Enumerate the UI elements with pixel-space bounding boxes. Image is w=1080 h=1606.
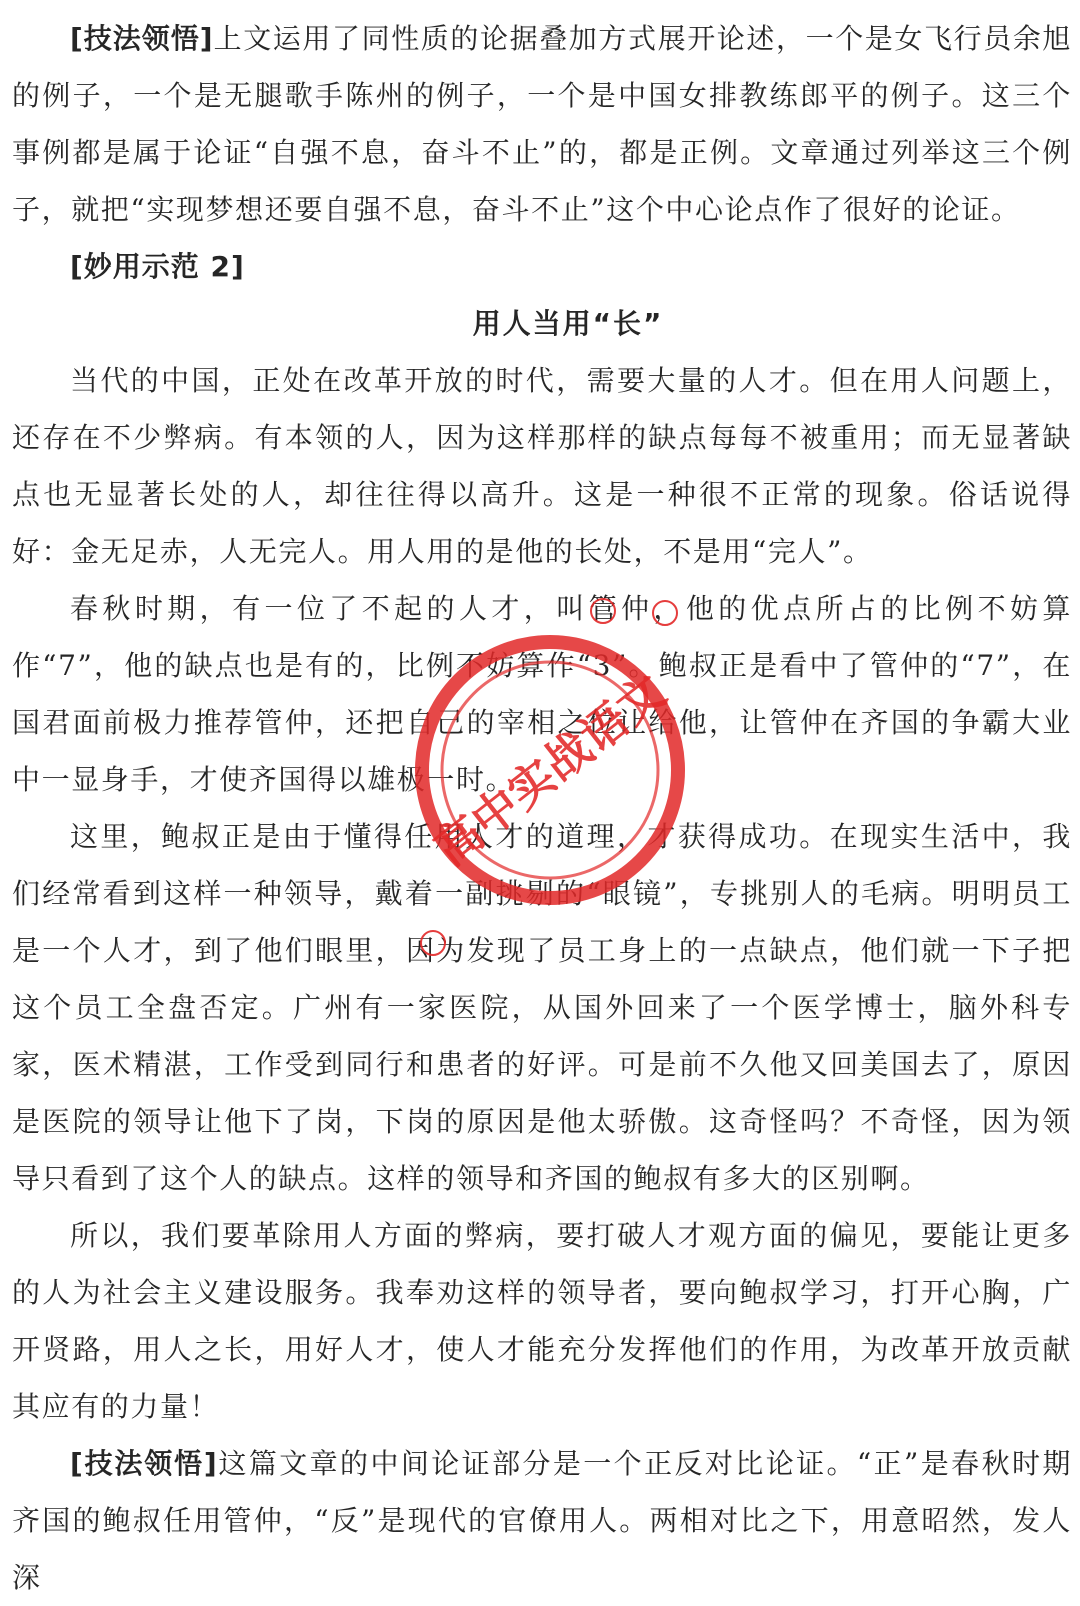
stamp-text: 高中实战语文	[424, 663, 676, 877]
document-page	[12, 10, 1072, 1606]
essay-paragraph-2: 春秋时期，有一位了不起的人才，叫管仲，他的优点所占的比例不妨算作“7”，他的缺点也是有的，比例不妨算作“3”。鲍叔正是看中了管仲的“7”，在国君面前极力推荐管仲，还把自己的宰相之位让给他，让管仲在齐国的争霸大业中一显身手，才使齐国得以雄极一时。	[12, 592, 1072, 796]
technique-insight-label: [技法领悟]	[70, 22, 214, 55]
essay-title: 用人当用“长”	[472, 307, 664, 340]
essay-paragraph-4: 所以，我们要革除用人方面的弊病，要打破人才观方面的偏见，要能让更多的人为社会主义建设服务。我奉劝这样的领导者，要向鲍叔学习，打开心胸，广开贤路，用人之长，用好人才，使人才能充分发挥他们的作用，为改革开放贡献其应有的力量！	[12, 1219, 1072, 1423]
technique-insight-text: 上文运用了同性质的论据叠加方式展开论述，一个是女飞行员余旭的例子，一个是无腿歌手陈州的例子，一个是中国女排教练郎平的例子。这三个事例都是属于论证“自强不息，奋斗不止”的，都是正例。文章通过列举这三个例子，就把“实现梦想还要自强不息，奋斗不止”这个中心论点作了很好的论证。	[12, 22, 1073, 226]
technique-insight-label: [技法领悟]	[70, 1447, 218, 1480]
essay-paragraph-3: 这里，鲍叔正是由于懂得任用人才的道理，才获得成功。在现实生活中，我们经常看到这样一种领导，戴着一副挑剔的“眼镜”，专挑别人的毛病。明明员工是一个人才，到了他们眼里，因为发现了员工身上的一点缺点，他们就一下子把这个员工全盘否定。广州有一家医院，从国外回来了一个医学博士，脑外科专家，医术精湛，工作受到同行和患者的好评。可是前不久他又回美国去了，原因是医院的领导让他下了岗，下岗的原因是他太骄傲。这奇怪吗？不奇怪，因为领导只看到了这个人的缺点。这样的领导和齐国的鲍叔有多大的区别啊。	[12, 820, 1072, 1195]
technique-insight-text: 这篇文章的中间论证部分是一个正反对比论证。“正”是春秋时期齐国的鲍叔任用管仲，“反”是现代的官僚用人。两相对比之下，用意昭然，发人深	[12, 1447, 1072, 1594]
technique-insight-paragraph-1	[12, 10, 1072, 238]
section-label: [妙用示范 2]	[70, 250, 245, 283]
technique-insight-paragraph-2	[12, 1435, 1072, 1606]
essay-paragraph-1: 当代的中国，正处在改革开放的时代，需要大量的人才。但在用人问题上，还存在不少弊病。有本领的人，因为这样那样的缺点每每不被重用；而无显著缺点也无显著长处的人，却往往得以高升。这是一种很不正常的现象。俗话说得好：金无足赤，人无完人。用人用的是他的长处，不是用“完人”。	[12, 364, 1072, 568]
